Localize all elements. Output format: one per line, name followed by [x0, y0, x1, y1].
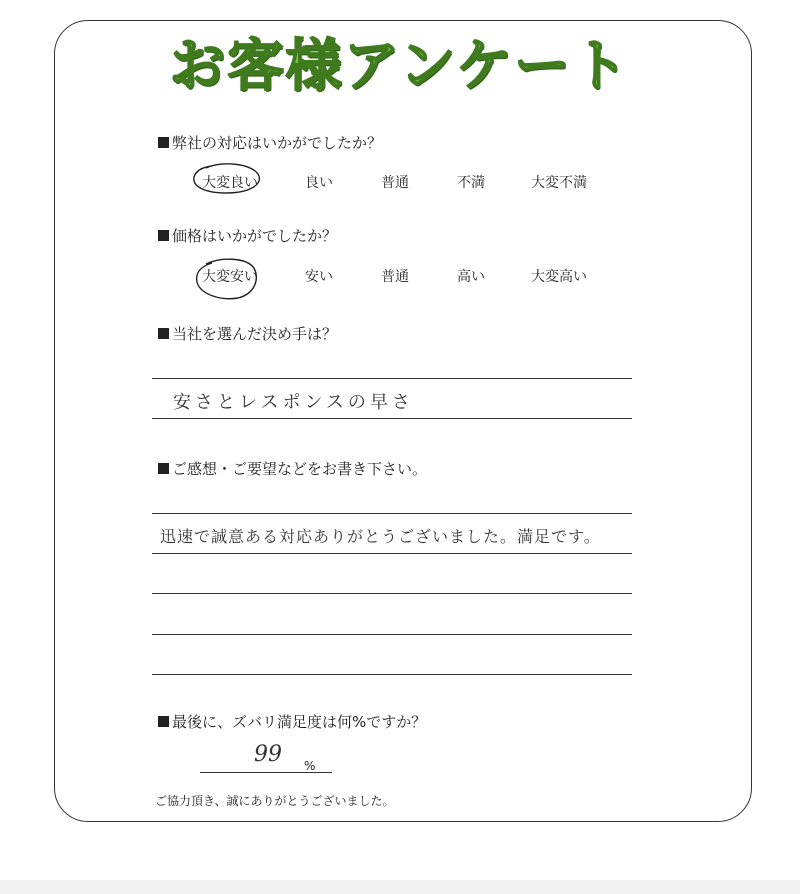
satisfaction-percent-value[interactable]: 99 — [254, 742, 282, 767]
question-2-label: 価格はいかがでしたか？ — [172, 227, 338, 245]
square-bullet-icon — [158, 230, 169, 241]
q1-option-3[interactable]: 普通 — [381, 175, 409, 191]
answer-line — [152, 593, 632, 594]
q1-option-1[interactable]: 大変良い — [202, 175, 258, 191]
scan-edge — [0, 880, 800, 894]
question-4 — [158, 458, 427, 479]
q1-option-5[interactable]: 大変不満 — [531, 175, 587, 191]
answer-line — [152, 674, 632, 675]
square-bullet-icon — [158, 463, 169, 474]
question-1-label: 弊社の対応はいかがでしたか？ — [172, 134, 383, 152]
square-bullet-icon — [158, 328, 169, 339]
answer-line — [152, 418, 632, 419]
question-4-label: ご感想・ご要望などをお書き下さい。 — [172, 460, 428, 478]
percent-unit: % — [304, 759, 316, 773]
question-5 — [158, 711, 426, 732]
percent-answer-line — [200, 772, 332, 773]
answer-line — [152, 553, 632, 554]
question-1 — [158, 132, 382, 153]
q4-handwritten-answer[interactable]: 迅速で誠意ある対応ありがとうございました。満足です。 — [160, 527, 601, 546]
q2-option-1[interactable]: 大変安い — [202, 269, 258, 285]
answer-line — [152, 378, 632, 379]
q3-handwritten-answer[interactable]: 安さとレスポンスの早さ — [173, 392, 414, 413]
question-3 — [158, 323, 337, 344]
answer-line — [152, 513, 632, 514]
square-bullet-icon — [158, 716, 169, 727]
question-5-label: 最後に、ズバリ満足度は何%ですか？ — [172, 713, 427, 731]
q1-option-4[interactable]: 不満 — [457, 175, 485, 191]
q2-option-3[interactable]: 普通 — [381, 269, 409, 285]
thank-you-note: ご協力頂き、誠にありがとうございました。 — [155, 794, 395, 808]
question-2 — [158, 225, 337, 246]
q2-option-2[interactable]: 安い — [305, 269, 333, 285]
survey-title: お客様アンケート — [169, 34, 631, 99]
square-bullet-icon — [158, 137, 169, 148]
q2-option-4[interactable]: 高い — [457, 269, 485, 285]
q2-option-5[interactable]: 大変高い — [531, 269, 587, 285]
question-3-label: 当社を選んだ決め手は？ — [172, 325, 338, 343]
q1-option-2[interactable]: 良い — [305, 175, 333, 191]
answer-line — [152, 634, 632, 635]
